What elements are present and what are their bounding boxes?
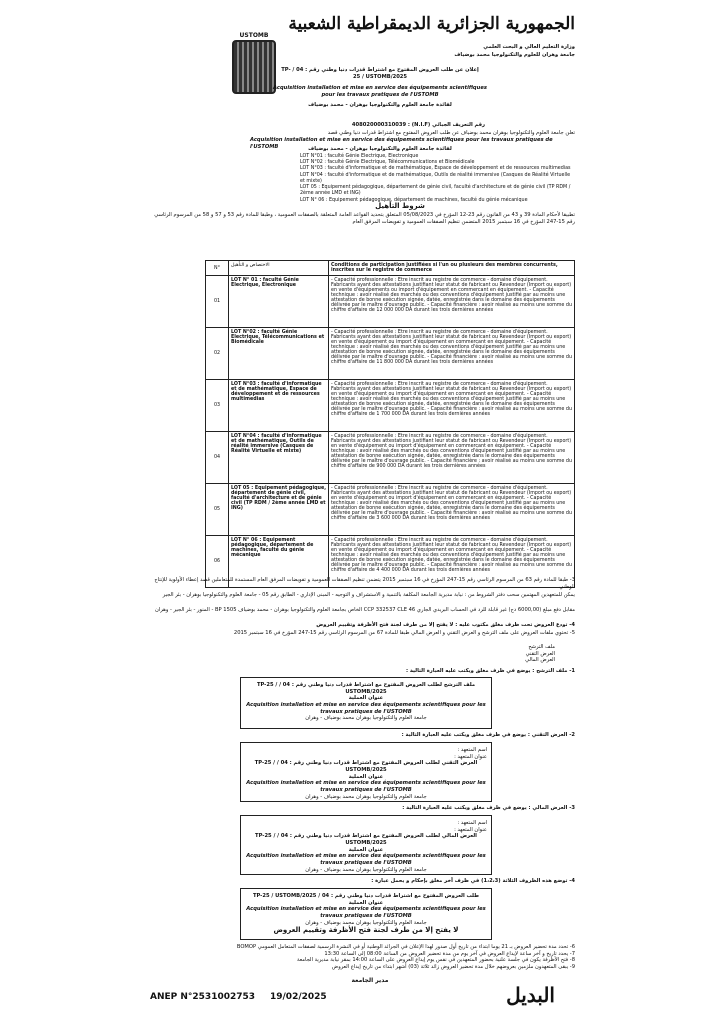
lot-conditions: - Capacité professionnelle : Etre inscrit au registre de commerce - domaine d'équipement. Fabricants ayant des attestations justifiant leur statut de fabricant ou Revendeur (Import ou export) en vente d'équipement ou import d'équipement en commercant en équipement. - Capacité technique : avoir réalisé des marchés ou des conventions d'équipement justifié par au moins une attestation de bonne exécution signée, datée, enregistrée dans le domaine des équipements délivrée par le maître d'ouvrage public. - Capacité financière : avoir réalisé au moins une somme du chiffre d'affaire de 3 600 000 DA durant les trois dernières années (329, 484, 575, 536)
table-row (206, 432, 575, 484)
table-row (206, 276, 575, 328)
list-item: ملف الترشح (528, 644, 555, 650)
envelope-subject-label: عنوان العملية (348, 695, 384, 702)
header (150, 12, 575, 112)
envelope-univ: جامعة العلوم والتكنولوجيا بوهران محمد بوضياف - وهران (305, 919, 427, 926)
table-row (206, 380, 575, 432)
lot-number: 01 (206, 276, 229, 328)
do-not-open: لا يفتح إلا من طرف لجنة فتح الأظرفة وتقييم العروض (273, 926, 459, 935)
notice-beneficiary: لفائدة جامعة العلوم والتكنولوجيا بوهران - محمد بوضياف (308, 102, 452, 108)
envelope-title: العرض المالي لطلب العروض المفتوح مع اشتراط قدرات دنيا وطني رقم : 04 / TP-25 / USTOMB/2025 (255, 833, 477, 846)
note-item: 7- يحدد تاريخ و آخر ساعة لإيداع العروض في آخر يوم من مدة تحضير العروض من الساعة 08:00 إلى الساعة 13:30 (324, 950, 575, 957)
ministry: وزارة التعليم العالي و البحث العلمي (483, 44, 575, 50)
intro-ar: تعلن جامعة العلوم والتكنولوجيا بوهران محمد بوضياف عن طلب العروض المفتوح مع اشتراط قدرات دنيا وطني قصد (327, 130, 575, 136)
notice-heading: إعلان عن طلب العروض المفتوح مع اشتراط قدرات دنيا وطني رقم : 04 / TP-25 / USTOMB/2025 (281, 67, 479, 80)
table-row (206, 484, 575, 536)
lot-label: LOT N°04 : faculté d'informatique et de mathématique, Outils de réalité immersive (Casques de Réalité Virtuelle et mixte) (229, 432, 329, 484)
lots-list-item: LOT N° 06 : Equipement pédagogique, département de machines, faculté du génie mécanique (300, 197, 528, 203)
note-item: 8- فتح الأظرفة يكون في جلسة علنية بحضور المتعهدين في نفس يوم إيداع العروض على الساعة 14:00 بمقر نيابة مديرية الجامعة (296, 957, 575, 964)
bidder-name: اسم المتعهد : (457, 747, 487, 753)
envelope-subject: Acquisition installation et mise en service des équipements scientifiques pour les travaux pratiques de l'USTOMB (246, 906, 486, 919)
anep-number: ANEP N°2531002753 (150, 992, 256, 1002)
table-header-cell: Conditions de participation justifiées si l'un ou plusieurs des membres concurrents, inscrites sur le registre de commerce (329, 261, 575, 276)
logo-text: USTOMB (239, 32, 269, 39)
envelope-univ: جامعة العلوم والتكنولوجيا بوهران محمد بوضياف - وهران (305, 793, 427, 800)
envelope-subject: Acquisition installation et mise en service des équipements scientifiques pour les travaux pratiques de l'USTOMB (246, 701, 486, 715)
envelope-subject: Acquisition installation et mise en service des équipements scientifiques pour les travaux pratiques de l'USTOMB (246, 780, 486, 793)
lots-list-item: LOT N°01 : faculté Génie Electrique, Electronique (300, 154, 419, 159)
lot-label: LOT 05 : Equipement pédagogique, département de génie civil, faculté d'architecture et de génie civil (TP RDM / 2ème année LMD et ING) (229, 484, 329, 536)
final-notes (150, 944, 575, 971)
lot-conditions: - Capacité professionnelle : Etre inscrit au registre de commerce - domaine d'équipement. Fabricants ayant des attestations justifiant leur statut de fabricant ou Revendeur (Import ou export) en vente d'équipement ou import d'équipement en commercant en équipement. - Capacité technique : avoir réalisé des marchés ou des conventions d'équipement justifié par au moins une attestation de bonne exécution signée, datée, enregistrée dans le domaine des équipements délivrée par le maître d'ouvrage public. - Capacité financière : avoir réalisé au moins une somme du chiffre d'affaire de 11 800 000 DA durant les trois dernières années (329, 328, 575, 380)
outer-envelope-box (240, 888, 492, 940)
article-withdraw: يمكن للمتعهدين المهتمين سحب دفتر الشروط من : نيابة مديرية الجامعة المكلفة بالتنمية و الاستشراف و التوجيه - المبنى الإداري - الطابق رقم 05 - جامعة العلوم والتكنولوجيا بوهران - بئر الجير (162, 592, 575, 598)
file-contents-list (455, 644, 555, 664)
bidder-name: اسم المتعهد : (457, 820, 487, 826)
intro-fr: Acquisition installation et mise en service des équipements scientifiques pour les travaux pratiques de l'USTOMB (250, 137, 553, 150)
table-row (206, 328, 575, 380)
lots-list-item: LOT N°03 : faculté d'informatique et de mathématique, Espace de développement et de ressources multimedias (300, 166, 571, 172)
list-item: العرض المالي (525, 657, 555, 664)
table-header-cell: N° (206, 261, 229, 276)
lot-number: 05 (206, 484, 229, 536)
lot-label: LOT N° 01 : faculté Génie Electrique, Electronique (229, 276, 329, 328)
table-header-cell: الاختصاص و التأهيل (229, 261, 329, 276)
envelope-univ: جامعة العلوم والتكنولوجيا بوهران محمد بوضياف - وهران (305, 715, 427, 722)
lot-label: LOT N°02 : faculté Génie Electrique, Télécommunications et Biomédicale (229, 328, 329, 380)
lot-conditions: - Capacité professionnelle : Etre inscrit au registre de commerce - domaine d'équipement. Fabricants ayant des attestations justifiant leur statut de fabricant ou Revendeur (Import ou export) en vente d'équipement ou import d'équipement en commercant en équipement. - Capacité technique : avoir réalisé des marchés ou des conventions d'équipement justifié par au moins une attestation de bonne exécution signée, datée, enregistrée dans le domaine des équipements délivrée par le maître d'ouvrage public. - Capacité financière : avoir réalisé au moins une somme du chiffre d'affaire de 900 000 DA durant les trois dernières années (329, 432, 575, 484)
newspaper-name: البديل (506, 983, 555, 1007)
envelope-title: ملف الترشح لطلب العروض المفتوح مع اشتراط قدرات دنيا وطني رقم : 04 / TP-25 / USTOMB/2025 (256, 682, 476, 695)
lot-label: LOT N°03 : faculté d'informatique et de mathématique, Espace de développement et de ressources multimedias (229, 380, 329, 432)
footer (150, 983, 575, 1012)
lot-number: 04 (206, 432, 229, 484)
lot-number: 02 (206, 328, 229, 380)
note-item: 6- تحدد مدة تحضير العروض بـ 21 يوما ابتداء من تاريخ أول صدور لهذا الإعلان في الجرائد الوطنية أو في النشرة الرسمية لصفقات المتعامل العمومي BOMOP (236, 944, 575, 950)
candidature-heading: 1- ملف الترشح : يوضع في ظرف مغلق ويكتب عليه العبارة التالية : (406, 668, 575, 674)
technical-envelope-box (240, 742, 492, 802)
list-item: العرض التقني (525, 650, 555, 657)
envelope-univ: جامعة العلوم والتكنولوجيا بوهران محمد بوضياف - وهران (305, 866, 427, 873)
bidder-address: عنوان المتعهد : (454, 753, 487, 760)
lots-table (205, 260, 575, 588)
university-name: جامعة وهران للعلوم والتكنولوجيا محمد بوضياف (454, 52, 575, 58)
lot-conditions: - Capacité professionnelle : Etre inscrit au registre de commerce - domaine d'équipement. Fabricants ayant des attestations justifiant leur statut de fabricant ou Revendeur (Import ou export) en vente d'équipement ou import d'équipement en commercant en équipement. - Capacité technique : avoir réalisé des marchés ou des conventions d'équipement justifié par au moins une attestation de bonne exécution signée, datée, enregistrée dans le domaine des équipements délivrée par le maître d'ouvrage public. - Capacité financière : avoir réalisé au moins une somme du chiffre d'affaire de 4 400 000 DA durant les trois dernières années (329, 536, 575, 588)
envelope-title: العرض التقني لطلب العروض المفتوح مع اشتراط قدرات دنيا وطني رقم : 04 / TP-25 / USTOMB/2025 (254, 760, 478, 773)
beneficiary-repeat: لفائدة جامعة العلوم والتكنولوجيا بوهران - محمد بوضياف (308, 146, 452, 152)
conditions-heading: شروط التأهيل (375, 202, 425, 210)
lot-conditions: - Capacité professionnelle : Etre inscrit au registre de commerce - domaine d'équipement. Fabricants ayant des attestations justifiant leur statut de fabricant ou Revendeur (Import ou export) en vente d'équipements ou import d'équipement en commercant en équipement. - Capacité technique : avoir réalisé des marchés ou des conventions d'équipement justifié par au moins une attestation de bonne exécution signée, datée, enregistrée dans le domaine des équipements délivrée par le maître d'ouvrage public. - Capacité financière : avoir réalisé au moins une somme du chiffre d'affaire de 12 000 000 DA durant les trois dernières années (329, 276, 575, 328)
lot-conditions: - Capacité professionnelle : Etre inscrit au registre de commerce - domaine d'équipement. Fabricants ayant des attestations justifiant leur statut de fabricant ou Revendeur (Import ou export) en vente d'équipement ou import d'équipement en commercant en équipement. - Capacité technique : avoir réalisé des marchés ou des conventions d'équipement justifié par au moins une attestation de bonne exécution signée, datée, enregistrée dans le domaine des équipements délivrée par le maître d'ouvrage public. - Capacité financière : avoir réalisé au moins une somme du chiffre d'affaire de 1 700 000 DA durant les trois dernières années (329, 380, 575, 432)
note-item: 9- يبقى المتعهدون ملزمين بعروضهم خلال مدة تحضير العروض زائد ثلاثة (03) أشهر ابتداء من تاريخ إيداع العروض (331, 963, 575, 970)
financial-envelope-box (240, 815, 492, 875)
nif: رقم التعريف الجبائي (N.I.F) : 408020000310039 (351, 122, 485, 128)
lot-number: 03 (206, 380, 229, 432)
article-5: 5- تحتوي ملفات العروض على ملف الترشح و العرض التقني و العرض المالي طبقا للمادة 67 من المرسوم الرئاسي رقم 15-247 المؤرخ في 16 سبتمبر 2015 (233, 630, 575, 636)
lot-number: 06 (206, 536, 229, 588)
lots-list-item: LOT 05 : Equipement pédagogique, département de génie civil, faculté d'architecture et de génie civil (TP RDM / 2ème année LMD et ING) (300, 185, 571, 197)
article-3: 3- طبقا للمادة رقم 63 من المرسوم الرئاسي رقم 15-247 المؤرخ في 16 سبتمبر 2015 يتضمن تنظيم الصفقات العمومية و تفويضات المرفق العام المستمدة للمتعاملين قصد إعطاء الأولوية للإنتاج الوطني (154, 577, 575, 590)
envelope-subject-label: عنوان العملية (348, 899, 384, 906)
envelope-title: طلب العروض المفتوح مع اشتراط قدرات دنيا وطني رقم : 04 / TP-25 / USTOMB/2025 (252, 893, 480, 899)
envelope-subject-label: عنوان العملية (348, 773, 384, 780)
article-4: 4- تودع العروض تحت ظرف مغلق مكتوب عليه : لا يفتح إلا من طرف لجنة فتح الأظرفة وتقييم العروض (316, 622, 575, 628)
lot-label: LOT N° 06 : Equipement pédagogique, département de machines, faculté du génie mécanique (229, 536, 329, 588)
envelope-subject: Acquisition installation et mise en service des équipements scientifiques pour les travaux pratiques de l'USTOMB (246, 853, 486, 866)
conditions-text: تطبيقا لأحكام المادة 39 و 43 من القانون رقم 23-12 المؤرخ في 05/08/2023 المتعلق بتحديد القواعد العامة المتعلقة بالصفقات العمومية ، وطبقا للمادة رقم 53 و 57 و 58 من المرسوم الرئاسي رقم 15-247 المؤرخ في 16 سبتمبر 2015 المتضمن تنظيم الصفقات العمومية و تفويضات المرفق العام (154, 212, 575, 225)
page-title: الجمهورية الجزائرية الديمقراطية الشعبية (288, 14, 575, 34)
document-page (150, 12, 575, 1012)
lots-list (300, 154, 575, 204)
notice-subject-fr: Acquisition installation et mise en service des équipements scientifiques pour les travaux pratiques de l'USTOMB (273, 85, 487, 98)
technical-heading: 2- العرض التقني : يوضع في ظرف مغلق ويكتب عليه العبارة التالية : (401, 732, 575, 738)
table-header-row (206, 261, 575, 276)
signature: مدير الجامعة (351, 977, 389, 984)
financial-heading: 3- العرض المالي : يوضع في ظرف مغلق ويكتب عليه العبارة التالية : (402, 805, 575, 811)
outer-heading: 4- توضع هذه الظروف الثلاثة (1،2،3) في ظرف آخر مغلق بإحكام و يحمل عبارة : (371, 878, 575, 884)
article-payment: مقابل دفع مبلغ (6000,00 دج) غير قابلة للرد في الحساب البريدي الجاري CCP 332537 CLE 46 الخاص بجامعة العلوم والتكنولوجيا بوهران - محمد بوضياف BP 1505 - المنور - بئر الجير - وهران (155, 607, 575, 613)
candidature-envelope-box (240, 677, 492, 729)
publication-date: 19/02/2025 (270, 992, 327, 1002)
lots-list-item: LOT N°04 : faculté d'informatique et de mathématique, Outils de réalité immersive (Casques de Réalité Virtuelle et mixte) (300, 172, 571, 184)
bidder-address: عنوان المتعهد : (454, 826, 487, 833)
envelope-subject-label: عنوان العملية (348, 846, 384, 853)
lots-list-item: LOT N°02 : faculté Génie Electrique, Télécommunications et Biomédicale (300, 160, 475, 166)
